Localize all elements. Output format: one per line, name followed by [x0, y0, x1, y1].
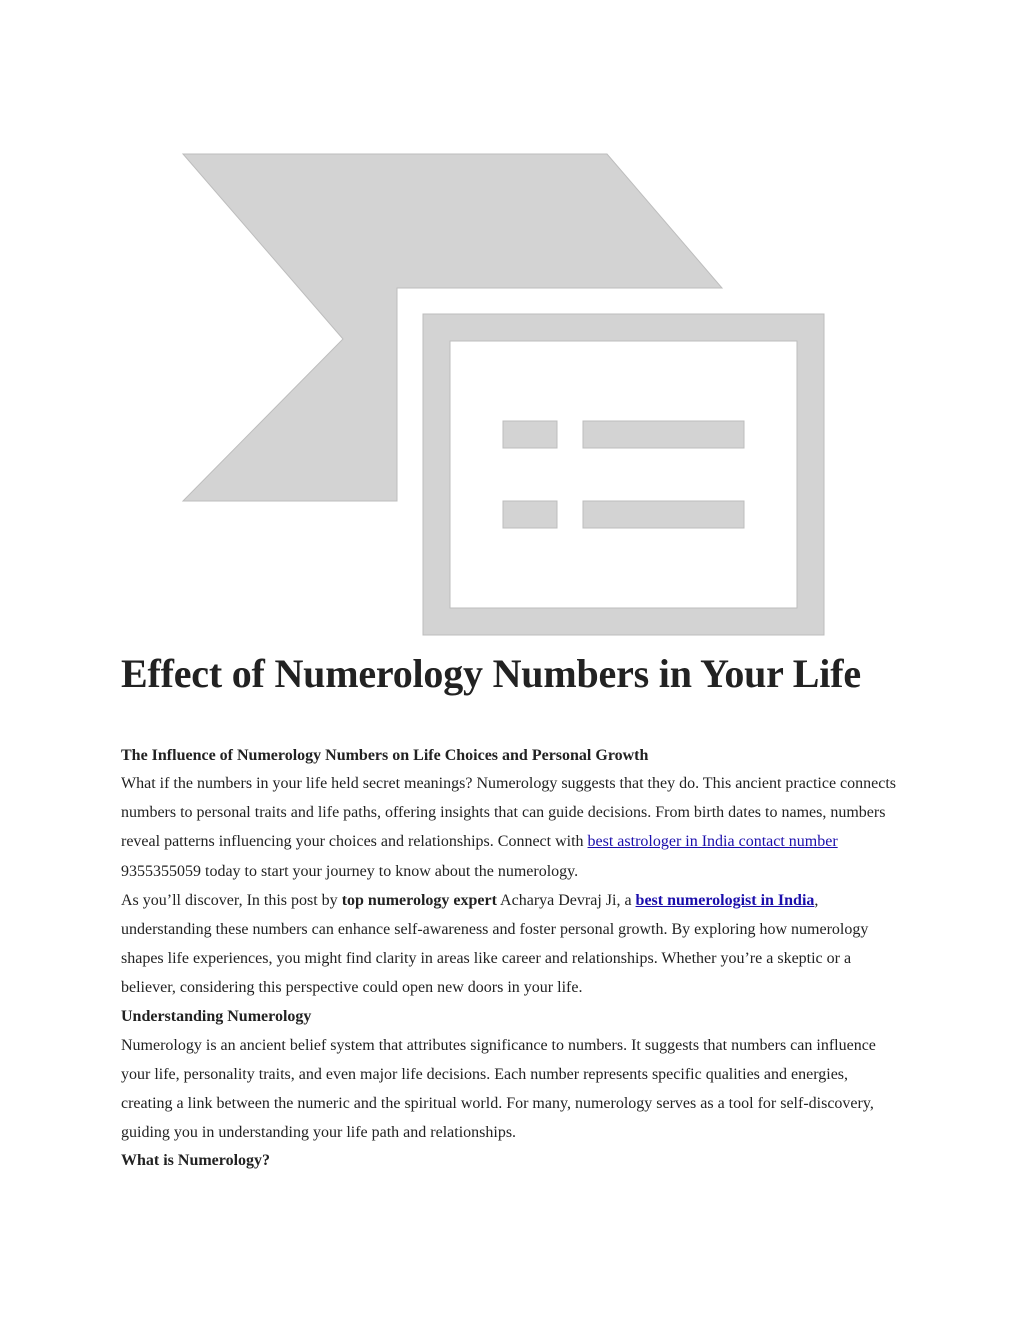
best-numerologist-link[interactable]: best numerologist in India	[635, 891, 815, 909]
section-heading-what-is: What is Numerology?	[121, 1152, 271, 1170]
section-heading-understanding: Understanding Numerology	[121, 1007, 312, 1025]
page-title: Effect of Numerology Numbers in Your Life	[121, 651, 861, 696]
section-heading-influence: The Influence of Numerology Numbers on Life Choices and Personal Growth	[121, 747, 649, 764]
best-astrologer-link[interactable]: best astrologer in India contact number	[587, 833, 838, 851]
article-content	[121, 640, 901, 1171]
placeholder-line-1	[583, 421, 744, 448]
understanding-paragraph: Numerology is an ancient belief system that attributes significance to numbers. It suggests that numbers can influence your life, personality traits, and even major life decisions. Each number represents specific qualities and energies, creating a link between the numeric and the spiritual world. For many, numerology serves as a tool for self-discovery, guiding you in understanding your life path and relationships.	[121, 1036, 876, 1142]
placeholder-bullet-2	[503, 501, 557, 528]
intro-text-start: What if the numbers in your life held secret meanings? Numerology suggests that they do. This ancient practice connects numbers to personal traits and life paths, offering insights that can guide decisions. From birth dates to names, numbers reveal patterns influencing your choices and relationships. Connect with	[121, 775, 897, 851]
placeholder-line-2	[583, 501, 744, 528]
placeholder-bullet-1	[503, 421, 557, 448]
expert-text-middle: Acharya Devraj Ji, a	[496, 891, 636, 909]
placeholder-frame-inner	[450, 341, 797, 608]
missing-image-placeholder-icon	[0, 0, 1024, 640]
expert-text-end: , understanding these numbers can enhance self-awareness and foster personal growth. By exploring how numerology shapes life experiences, you might find clarity in areas like career and relationships. Whether you’re a skeptic or a believer, considering this perspective could open new doors in your life.	[121, 891, 869, 997]
expert-bold-text: top numerology expert	[341, 891, 497, 909]
expert-text-start: As you’ll discover, In this post by	[121, 891, 342, 909]
expert-paragraph	[121, 886, 901, 1003]
intro-text-end: 9355355059 today to start your journey to know about the numerology.	[121, 862, 579, 880]
intro-paragraph	[121, 769, 901, 886]
